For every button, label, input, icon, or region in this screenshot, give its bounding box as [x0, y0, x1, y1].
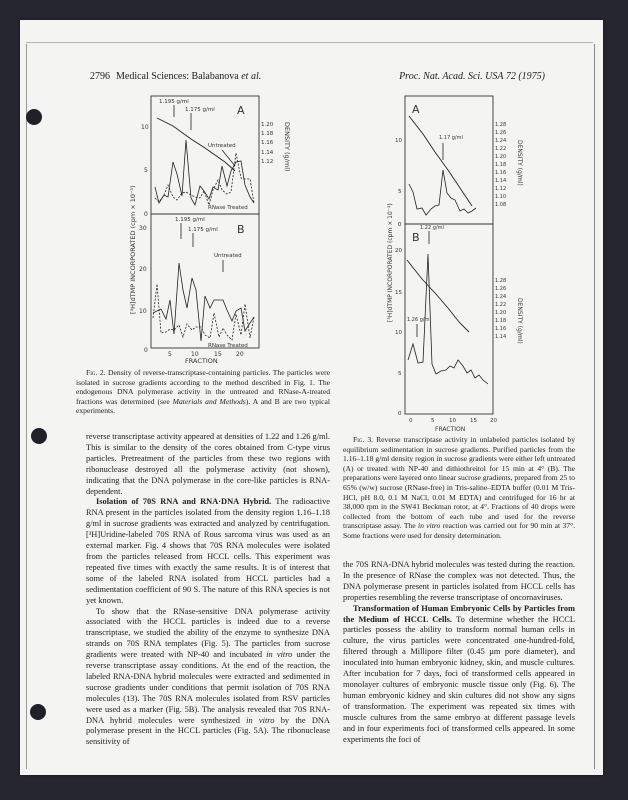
fig2-density-axis-label: DENSITY (g/ml)	[283, 122, 291, 172]
figure-2-caption: Fig. 2. Density of reverse-transcriptase-containing particles. The particles were isolated in sucrose gradients according to the method described in Fig. 1. The endogenous DNA polymerase activity in the untreated and RNase-A-treated fractions was determined (see Materials and Methods). A and B are two typical experiments.	[76, 368, 330, 416]
svg-text:5: 5	[431, 418, 435, 424]
fig3a-ann-117: 1.17 g/ml	[439, 135, 463, 141]
fig3-panel-b-label: B	[412, 231, 420, 244]
fig3b-ann-122: 1.22 g/ml	[420, 225, 444, 231]
svg-text:0: 0	[409, 418, 413, 424]
svg-text:5: 5	[398, 189, 402, 195]
svg-text:1.20: 1.20	[495, 154, 507, 160]
svg-text:1.14: 1.14	[495, 334, 507, 340]
svg-text:10: 10	[139, 308, 147, 315]
fig2a-ann-rnase: RNase Treated	[208, 205, 248, 211]
svg-text:1.28: 1.28	[495, 278, 507, 284]
svg-text:30: 30	[139, 225, 147, 232]
binder-hole	[31, 428, 47, 444]
svg-text:0: 0	[398, 222, 402, 228]
svg-text:1.18: 1.18	[495, 318, 507, 324]
svg-text:0: 0	[398, 411, 402, 417]
fig2b-ann-untreated: Untreated	[214, 253, 242, 259]
svg-text:1.18: 1.18	[261, 131, 274, 137]
svg-text:1.18: 1.18	[495, 162, 507, 168]
svg-text:5: 5	[144, 167, 148, 174]
svg-text:1.28: 1.28	[495, 122, 507, 128]
svg-text:1.22: 1.22	[495, 302, 507, 308]
fig2-panel-b-label: B	[237, 223, 245, 236]
fig2a-ann-1195: 1.195 g/ml	[159, 99, 189, 105]
svg-text:1.26: 1.26	[495, 130, 507, 136]
svg-text:10: 10	[395, 138, 402, 144]
fig2-x-axis-label: FRACTION	[185, 357, 218, 365]
journal-citation: Proc. Nat. Acad. Sci. USA 72 (1975)	[399, 71, 545, 82]
fig3-x-axis-label: FRACTION	[435, 426, 466, 433]
fig2-panel-a-label: A	[237, 104, 245, 117]
figure-3-chart	[387, 92, 555, 433]
paragraph: the 70S RNA-DNA hybrid molecules was tested during the reaction. In the presence of RNase the complex was not detected. Thus, the DNA polymerase present in particles isolated from HCCL cells has properties resembling the reverse transcriptase of oncornaviruses.	[343, 560, 575, 602]
section-heading: Transformation of Human Embryonic Cells by Particles from the Medium of HCCL Cells.	[343, 603, 575, 624]
svg-text:1.20: 1.20	[495, 310, 507, 316]
svg-text:20: 20	[236, 351, 244, 358]
svg-text:20: 20	[490, 418, 497, 424]
fig3-panel-a-label: A	[412, 103, 420, 116]
svg-text:15: 15	[214, 351, 222, 358]
svg-text:1.14: 1.14	[495, 178, 507, 184]
fig2b-ann-1175: 1.175 g/ml	[188, 227, 218, 233]
binder-hole	[30, 704, 46, 720]
fig3-y-axis-label: [³H]dTMP INCORPORATED (cpm × 10⁻³)	[387, 203, 394, 322]
svg-text:1.08: 1.08	[495, 202, 507, 208]
svg-text:10: 10	[395, 330, 402, 336]
paragraph: To show that the RNase-sensitive DNA polymerase activity associated with the HCCL particles is indeed due to a reverse transcriptase, we studied the ability of the enzyme to synthesize DNA strands on 70S RNA templates (Fig. 5). The particles from sucrose gradients were treated with NP-40 and incubated in vitro under the reverse transcriptase assay conditions. At the end of the reaction, the labeled RNA-DNA hybrid molecules were extracted and sedimented in sucrose gradients under conditions that permit isolation of 70S RNA molecules (13). The 70S RNA molecules isolated from RSV particles were used as a marker (Fig. 5B). The analysis revealed that 70S RNA-DNA hybrid molecules were synthesized in vitro by the DNA polymerase present in the HCCL particles (Fig. 5A). The ribonuclease sensitivity of	[86, 606, 330, 747]
fig3b-ann-126: 1.26 g/ml	[407, 317, 431, 323]
paragraph: Transformation of Human Embryonic Cells by Particles from the Medium of HCCL Cells. To determine whether the HCCL particles possess the ability to transform normal human cells in culture, the virus particles were concentrated one-hundred-fold, filtered through a Millipore filter (0.45 µm pore diameter), and inoculated into human embryonic kidney, skin, and muscle cultures. After incubation for 7 days, foci of transformed cells appeared in monolayer cultures of embryonic muscle tissue only (Fig. 6). The human embryonic kidney and skin cultures did not show any signs of transformation. The experiment was repeated six times with muscle cultures from the same embryo at different passage levels and in four experiments foci of transformed cells appeared. In some experiments the foci of	[343, 603, 576, 744]
svg-text:1.14: 1.14	[261, 150, 274, 156]
section-author: Medical Sciences: Balabanova et al.	[116, 71, 262, 82]
svg-text:20: 20	[395, 248, 402, 254]
svg-text:0: 0	[144, 211, 148, 218]
svg-text:5: 5	[398, 371, 402, 377]
fig3a-density-axis-label: DENSITY (g/ml)	[516, 140, 523, 186]
svg-text:1.22: 1.22	[495, 146, 507, 152]
paragraph: Isolation of 70S RNA and RNA·DNA Hybrid. The radioactive RNA present in the particles isolated from the density region 1.16–1.18 g/ml in sucrose gradients was extracted and analyzed by centrifugation. [³H]Uridine-labeled 70S RNA of Rous sarcoma virus was used as an external marker. Fig. 4 shows that 70S RNA molecules were isolated from the particles released from HCCL cells. This experiment was repeated five times with exactly the same results. It is of interest that some of the labeled RNA isolated from HCCL particles had a sedimentation coefficient of 90 S. The nature of this RNA species is not yet known.	[86, 497, 330, 605]
fig2a-ann-1175: 1.175 g/ml	[185, 107, 215, 113]
right-body-column	[343, 560, 575, 745]
svg-text:1.20: 1.20	[261, 122, 274, 128]
svg-text:10: 10	[191, 351, 199, 358]
fig2b-ann-1195: 1.195 g/ml	[175, 217, 205, 223]
tape-edge	[26, 42, 593, 43]
fig2a-ann-untreated: Untreated	[208, 143, 236, 149]
section-heading: Isolation of 70S RNA and RNA·DNA Hybrid.	[96, 497, 272, 507]
left-body-column	[86, 432, 330, 748]
fig2-y-axis-label: [³H]dTMP INCORPORATED (cpm × 10⁻³)	[129, 185, 137, 314]
svg-text:1.24: 1.24	[495, 138, 507, 144]
binder-hole	[26, 109, 42, 125]
svg-text:15: 15	[470, 418, 477, 424]
fig2b-ann-rnase: RNase Treated	[208, 343, 248, 349]
svg-text:1.12: 1.12	[261, 159, 274, 165]
svg-text:1.26: 1.26	[495, 286, 507, 292]
paragraph: reverse transcriptase activity appeared at densities of 1.22 and 1.26 g/ml. This is similar to the density of the cores obtained from C-type virus particles. Pretreatment of the particles from these two regions with ribonuclease destroyed all the polymerase activity (not shown), indicating that the DNA polymerase in the core-like particles is RNA-dependent.	[86, 432, 330, 496]
svg-text:1.24: 1.24	[495, 294, 507, 300]
svg-text:5: 5	[168, 351, 172, 358]
fig3b-density-axis-label: DENSITY (g/ml)	[516, 298, 523, 344]
svg-text:1.12: 1.12	[495, 186, 507, 192]
svg-text:1.16: 1.16	[495, 326, 507, 332]
figure-3-caption: Fig. 3. Reverse transcriptase activity in unlabeled particles isolated by equilibrium sedimentation in sucrose gradients. Purified particles from the 1.16–1.18 g/ml density region in sucrose gradients were either left untreated (A) or treated with NP-40 and dithiothreitol for 15 min at 4° (B). The preparations were layered onto linear sucrose gradients, prepared from 25 to 65% (w/w) sucrose (RNase-free) in Tris-saline–EDTA buffer (0.01 M Tris-HCl, pH 8.0, 0.1 M NaCl, 0.01 M EDTA) and centrifuged for 16 hr at 38,000 rpm in the SW41 Beckman rotor, at 4°. Fractions of 40 drops were collected from the bottom of each tube and used for the reverse transcriptase assay. The in vitro reaction was carried out for 90 min at 37°. Some fractions were used for density determination.	[343, 435, 575, 540]
svg-text:20: 20	[139, 266, 147, 273]
figure-2-chart	[95, 92, 295, 364]
svg-text:10: 10	[141, 124, 149, 131]
svg-text:10: 10	[449, 418, 456, 424]
page-number: 2796	[90, 71, 110, 82]
svg-text:0: 0	[144, 347, 148, 354]
svg-text:1.16: 1.16	[261, 140, 274, 146]
svg-text:1.16: 1.16	[495, 170, 507, 176]
svg-text:15: 15	[395, 290, 402, 296]
svg-text:1.10: 1.10	[495, 194, 507, 200]
